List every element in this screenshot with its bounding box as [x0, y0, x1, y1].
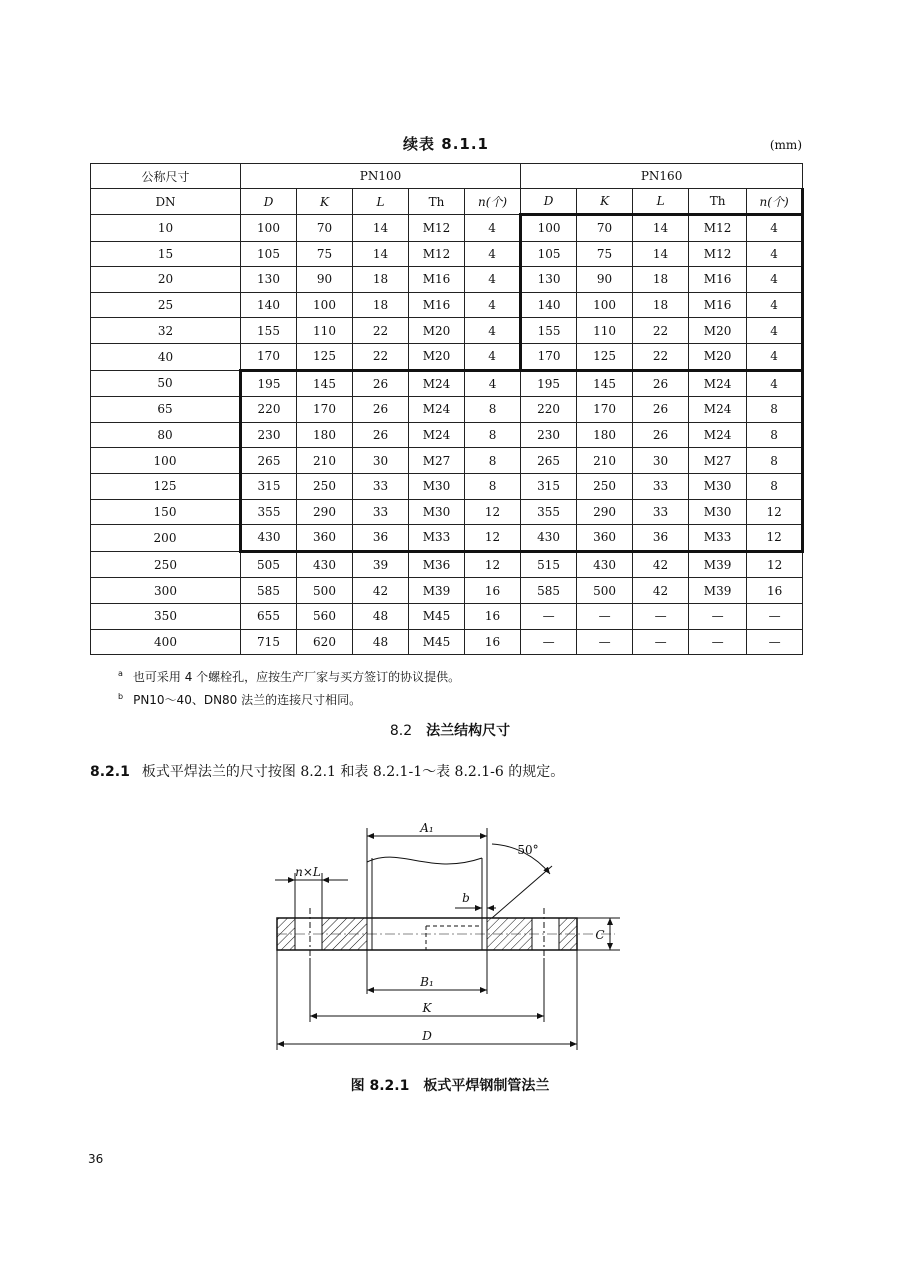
cell-pn100-col-0: 655 — [241, 603, 297, 629]
cell-pn100-col-1: 90 — [297, 267, 353, 293]
cell-pn160-col-4: 16 — [747, 578, 803, 604]
cell-pn160-col-2: — — [633, 603, 689, 629]
header-pn100-col-2: L — [353, 189, 409, 215]
cell-pn100-col-0: 230 — [241, 422, 297, 448]
cell-pn100-col-4: 8 — [465, 473, 521, 499]
cell-pn100-col-4: 8 — [465, 422, 521, 448]
cell-dn: 32 — [91, 318, 241, 344]
cell-pn100-col-2: 14 — [353, 241, 409, 267]
cell-pn100-col-3: M45 — [409, 629, 465, 655]
cell-dn: 200 — [91, 525, 241, 552]
cell-pn160-col-1: 210 — [577, 448, 633, 474]
header-pn100: PN100 — [241, 164, 521, 189]
cell-pn100-col-3: M30 — [409, 499, 465, 525]
cell-pn100-col-4: 12 — [465, 551, 521, 578]
cell-pn160-col-4: 4 — [747, 343, 803, 370]
cell-pn160-col-1: 75 — [577, 241, 633, 267]
header-pn160-col-2: L — [633, 189, 689, 215]
cell-dn: 150 — [91, 499, 241, 525]
cell-pn100-col-4: 16 — [465, 629, 521, 655]
cell-pn160-col-1: — — [577, 629, 633, 655]
cell-pn100-col-2: 22 — [353, 343, 409, 370]
cell-pn100-col-3: M12 — [409, 241, 465, 267]
clause-text: 板式平焊法兰的尺寸按图 8.2.1 和表 8.2.1-1～表 8.2.1-6 的规定。 — [141, 764, 565, 780]
cell-pn100-col-3: M45 — [409, 603, 465, 629]
label-nxl: n×L — [295, 865, 321, 879]
cell-pn100-col-1: 620 — [297, 629, 353, 655]
cell-dn: 20 — [91, 267, 241, 293]
cell-pn100-col-3: M24 — [409, 422, 465, 448]
label-d: D — [422, 1029, 432, 1043]
cell-pn160-col-2: 26 — [633, 370, 689, 397]
cell-pn160-col-0: 315 — [521, 473, 577, 499]
cell-dn: 50 — [91, 370, 241, 397]
cell-pn100-col-1: 75 — [297, 241, 353, 267]
header-dn: DN — [91, 189, 241, 215]
cell-pn100-col-4: 4 — [465, 370, 521, 397]
cell-pn160-col-1: 290 — [577, 499, 633, 525]
cell-pn160-col-2: 33 — [633, 473, 689, 499]
cell-pn100-col-1: 180 — [297, 422, 353, 448]
cell-pn160-col-1: 360 — [577, 525, 633, 552]
cell-pn160-col-4: 8 — [747, 397, 803, 423]
label-b: b — [462, 891, 470, 905]
cell-pn100-col-2: 39 — [353, 551, 409, 578]
table-row — [91, 343, 803, 370]
figure-number: 图 8.2.1 — [350, 1078, 410, 1094]
cell-pn160-col-3: M16 — [689, 267, 747, 293]
cell-pn160-col-0: 230 — [521, 422, 577, 448]
cell-pn100-col-3: M30 — [409, 473, 465, 499]
cell-pn100-col-3: M27 — [409, 448, 465, 474]
cell-pn100-col-2: 48 — [353, 603, 409, 629]
cell-pn160-col-4: 4 — [747, 215, 803, 242]
cell-pn100-col-4: 4 — [465, 292, 521, 318]
cell-pn160-col-3: M20 — [689, 318, 747, 344]
cell-pn160-col-4: 4 — [747, 292, 803, 318]
header-pn160-col-1: K — [577, 189, 633, 215]
cell-pn100-col-4: 8 — [465, 397, 521, 423]
cell-pn100-col-1: 210 — [297, 448, 353, 474]
cell-pn100-col-1: 290 — [297, 499, 353, 525]
cell-pn100-col-1: 360 — [297, 525, 353, 552]
note-b: $^b$ PN10～40、DN80 法兰的连接尺寸相同。 — [118, 692, 362, 707]
cell-pn160-col-2: 14 — [633, 241, 689, 267]
cell-pn160-col-0: 430 — [521, 525, 577, 552]
table-row — [91, 473, 803, 499]
cell-pn100-col-3: M12 — [409, 215, 465, 242]
cell-dn: 125 — [91, 473, 241, 499]
cell-pn160-col-3: M16 — [689, 292, 747, 318]
cell-pn160-col-0: 195 — [521, 370, 577, 397]
cell-pn160-col-2: 30 — [633, 448, 689, 474]
cell-pn160-col-2: 18 — [633, 267, 689, 293]
header-pn160-col-3: Th — [689, 189, 747, 215]
cell-pn100-col-1: 110 — [297, 318, 353, 344]
cell-pn100-col-4: 4 — [465, 267, 521, 293]
cell-pn160-col-0: 170 — [521, 343, 577, 370]
cell-pn160-col-1: 100 — [577, 292, 633, 318]
table-row — [91, 578, 803, 604]
cell-dn: 10 — [91, 215, 241, 242]
cell-pn160-col-0: 355 — [521, 499, 577, 525]
table-row — [91, 292, 803, 318]
flange-drawing — [260, 818, 630, 1058]
header-nominal-size: 公称尺寸 — [91, 164, 241, 189]
cell-pn100-col-0: 130 — [241, 267, 297, 293]
cell-pn100-col-3: M36 — [409, 551, 465, 578]
cell-pn100-col-2: 18 — [353, 267, 409, 293]
cell-pn100-col-2: 26 — [353, 422, 409, 448]
cell-dn: 300 — [91, 578, 241, 604]
cell-pn160-col-2: 14 — [633, 215, 689, 242]
cell-dn: 350 — [91, 603, 241, 629]
cell-dn: 25 — [91, 292, 241, 318]
cell-pn100-col-1: 170 — [297, 397, 353, 423]
clause-paragraph — [90, 761, 564, 781]
cell-pn160-col-1: 90 — [577, 267, 633, 293]
label-k: K — [422, 1001, 432, 1015]
flange-dimension-table — [90, 163, 804, 655]
cell-pn160-col-0: 515 — [521, 551, 577, 578]
table-row — [91, 267, 803, 293]
cell-pn160-col-2: — — [633, 629, 689, 655]
page-number: 36 — [88, 1152, 104, 1166]
cell-pn100-col-0: 170 — [241, 343, 297, 370]
cell-pn160-col-1: 250 — [577, 473, 633, 499]
cell-pn160-col-3: M27 — [689, 448, 747, 474]
cell-pn100-col-3: M24 — [409, 370, 465, 397]
cell-pn100-col-4: 4 — [465, 241, 521, 267]
cell-pn100-col-2: 18 — [353, 292, 409, 318]
label-c: C — [595, 928, 605, 942]
table-row — [91, 551, 803, 578]
cell-pn160-col-3: M24 — [689, 422, 747, 448]
cell-dn: 80 — [91, 422, 241, 448]
table-row — [91, 499, 803, 525]
header-pn160-col-0: D — [521, 189, 577, 215]
cell-pn100-col-2: 22 — [353, 318, 409, 344]
cell-pn160-col-2: 22 — [633, 343, 689, 370]
cell-pn160-col-1: 180 — [577, 422, 633, 448]
cell-pn160-col-1: 430 — [577, 551, 633, 578]
cell-pn160-col-4: 8 — [747, 448, 803, 474]
cell-pn100-col-0: 355 — [241, 499, 297, 525]
figure-title: 板式平焊钢制管法兰 — [423, 1078, 550, 1094]
cell-pn100-col-3: M39 — [409, 578, 465, 604]
cell-pn160-col-4: 8 — [747, 422, 803, 448]
cell-pn100-col-0: 715 — [241, 629, 297, 655]
section-number: 8.2 — [389, 723, 413, 739]
cell-dn: 15 — [91, 241, 241, 267]
cell-pn160-col-4: 12 — [747, 499, 803, 525]
cell-pn160-col-0: 100 — [521, 215, 577, 242]
cell-dn: 400 — [91, 629, 241, 655]
cell-pn100-col-1: 500 — [297, 578, 353, 604]
cell-pn100-col-1: 560 — [297, 603, 353, 629]
cell-pn100-col-2: 26 — [353, 370, 409, 397]
cell-pn160-col-4: — — [747, 603, 803, 629]
table-row — [91, 603, 803, 629]
cell-pn100-col-1: 100 — [297, 292, 353, 318]
cell-pn100-col-4: 16 — [465, 603, 521, 629]
cell-pn160-col-1: 170 — [577, 397, 633, 423]
cell-pn100-col-4: 8 — [465, 448, 521, 474]
cell-pn100-col-3: M16 — [409, 267, 465, 293]
note-a: $^a$ 也可采用 4 个螺栓孔，应按生产厂家与买方签订的协议提供。 — [118, 669, 461, 684]
cell-pn100-col-3: M33 — [409, 525, 465, 552]
cell-pn160-col-1: 500 — [577, 578, 633, 604]
cell-pn160-col-3: M24 — [689, 370, 747, 397]
cell-pn100-col-1: 70 — [297, 215, 353, 242]
cell-pn100-col-0: 195 — [241, 370, 297, 397]
cell-pn100-col-3: M16 — [409, 292, 465, 318]
cell-pn160-col-4: 4 — [747, 267, 803, 293]
section-title: 法兰结构尺寸 — [426, 723, 511, 739]
cell-pn160-col-2: 22 — [633, 318, 689, 344]
cell-pn100-col-2: 33 — [353, 473, 409, 499]
table-row — [91, 448, 803, 474]
cell-pn160-col-4: 8 — [747, 473, 803, 499]
cell-pn160-col-0: 265 — [521, 448, 577, 474]
cell-pn160-col-4: 4 — [747, 241, 803, 267]
cell-pn100-col-2: 30 — [353, 448, 409, 474]
cell-pn160-col-0: 220 — [521, 397, 577, 423]
section-heading — [0, 720, 900, 740]
figure-caption — [0, 1075, 900, 1095]
cell-pn160-col-3: M12 — [689, 215, 747, 242]
header-pn160-col-4: n(个) — [747, 189, 803, 215]
table-row — [91, 215, 803, 242]
header-pn160: PN160 — [521, 164, 803, 189]
header-pn100-col-0: D — [241, 189, 297, 215]
cell-pn100-col-4: 4 — [465, 215, 521, 242]
cell-pn160-col-4: 12 — [747, 525, 803, 552]
cell-pn100-col-1: 145 — [297, 370, 353, 397]
unit-label: (mm) — [769, 138, 802, 152]
cell-pn100-col-2: 36 — [353, 525, 409, 552]
cell-pn100-col-4: 16 — [465, 578, 521, 604]
cell-pn100-col-2: 48 — [353, 629, 409, 655]
cell-pn160-col-3: M30 — [689, 473, 747, 499]
cell-pn160-col-0: — — [521, 603, 577, 629]
table-body — [91, 215, 803, 655]
cell-pn100-col-0: 105 — [241, 241, 297, 267]
cell-pn160-col-2: 33 — [633, 499, 689, 525]
cell-dn: 40 — [91, 343, 241, 370]
cell-pn160-col-2: 18 — [633, 292, 689, 318]
cell-pn160-col-1: 70 — [577, 215, 633, 242]
table-row — [91, 629, 803, 655]
cell-pn160-col-3: M12 — [689, 241, 747, 267]
table-row — [91, 525, 803, 552]
table-caption-row — [90, 133, 802, 157]
cell-pn160-col-0: 140 — [521, 292, 577, 318]
cell-pn160-col-1: 125 — [577, 343, 633, 370]
cell-pn100-col-0: 155 — [241, 318, 297, 344]
table-row — [91, 318, 803, 344]
cell-pn160-col-3: M20 — [689, 343, 747, 370]
cell-pn100-col-3: M20 — [409, 343, 465, 370]
cell-pn100-col-2: 26 — [353, 397, 409, 423]
cell-pn160-col-4: — — [747, 629, 803, 655]
cell-pn160-col-3: M39 — [689, 578, 747, 604]
cell-pn160-col-3: M39 — [689, 551, 747, 578]
cell-pn100-col-4: 12 — [465, 525, 521, 552]
label-a1: A₁ — [420, 821, 434, 835]
cell-pn100-col-3: M24 — [409, 397, 465, 423]
table-row — [91, 397, 803, 423]
cell-pn160-col-1: 110 — [577, 318, 633, 344]
table-row — [91, 422, 803, 448]
cell-pn160-col-2: 42 — [633, 551, 689, 578]
cell-pn160-col-3: M24 — [689, 397, 747, 423]
cell-pn100-col-0: 315 — [241, 473, 297, 499]
cell-pn100-col-1: 125 — [297, 343, 353, 370]
cell-pn160-col-2: 36 — [633, 525, 689, 552]
cell-pn160-col-4: 4 — [747, 370, 803, 397]
cell-pn100-col-0: 505 — [241, 551, 297, 578]
cell-pn160-col-3: M33 — [689, 525, 747, 552]
table-row — [91, 241, 803, 267]
cell-pn100-col-4: 12 — [465, 499, 521, 525]
cell-dn: 65 — [91, 397, 241, 423]
cell-pn100-col-0: 100 — [241, 215, 297, 242]
header-pn100-col-4: n(个) — [465, 189, 521, 215]
header-pn100-col-1: K — [297, 189, 353, 215]
cell-dn: 100 — [91, 448, 241, 474]
table-notes — [118, 664, 460, 710]
cell-pn160-col-2: 42 — [633, 578, 689, 604]
cell-pn160-col-3: — — [689, 629, 747, 655]
cell-pn160-col-4: 12 — [747, 551, 803, 578]
header-pn100-col-3: Th — [409, 189, 465, 215]
table-row — [91, 370, 803, 397]
cell-pn100-col-2: 14 — [353, 215, 409, 242]
cell-pn100-col-0: 585 — [241, 578, 297, 604]
cell-pn100-col-1: 250 — [297, 473, 353, 499]
label-angle: 50° — [517, 843, 539, 857]
cell-pn100-col-4: 4 — [465, 343, 521, 370]
cell-pn160-col-2: 26 — [633, 422, 689, 448]
cell-pn100-col-1: 430 — [297, 551, 353, 578]
label-b1: B₁ — [420, 975, 434, 989]
cell-pn160-col-1: — — [577, 603, 633, 629]
cell-pn160-col-3: — — [689, 603, 747, 629]
cell-pn100-col-0: 220 — [241, 397, 297, 423]
cell-pn100-col-2: 42 — [353, 578, 409, 604]
cell-pn160-col-3: M30 — [689, 499, 747, 525]
clause-number: 8.2.1 — [90, 764, 130, 780]
cell-pn160-col-0: — — [521, 629, 577, 655]
cell-pn100-col-0: 430 — [241, 525, 297, 552]
table-title: 续表 8.1.1 — [403, 135, 489, 153]
cell-pn100-col-4: 4 — [465, 318, 521, 344]
cell-pn100-col-3: M20 — [409, 318, 465, 344]
cell-pn160-col-4: 4 — [747, 318, 803, 344]
cell-pn160-col-2: 26 — [633, 397, 689, 423]
cell-pn160-col-0: 130 — [521, 267, 577, 293]
cell-pn160-col-0: 585 — [521, 578, 577, 604]
cell-dn: 250 — [91, 551, 241, 578]
cell-pn160-col-0: 105 — [521, 241, 577, 267]
cell-pn160-col-1: 145 — [577, 370, 633, 397]
cell-pn160-col-0: 155 — [521, 318, 577, 344]
cell-pn100-col-0: 140 — [241, 292, 297, 318]
cell-pn100-col-0: 265 — [241, 448, 297, 474]
cell-pn100-col-2: 33 — [353, 499, 409, 525]
